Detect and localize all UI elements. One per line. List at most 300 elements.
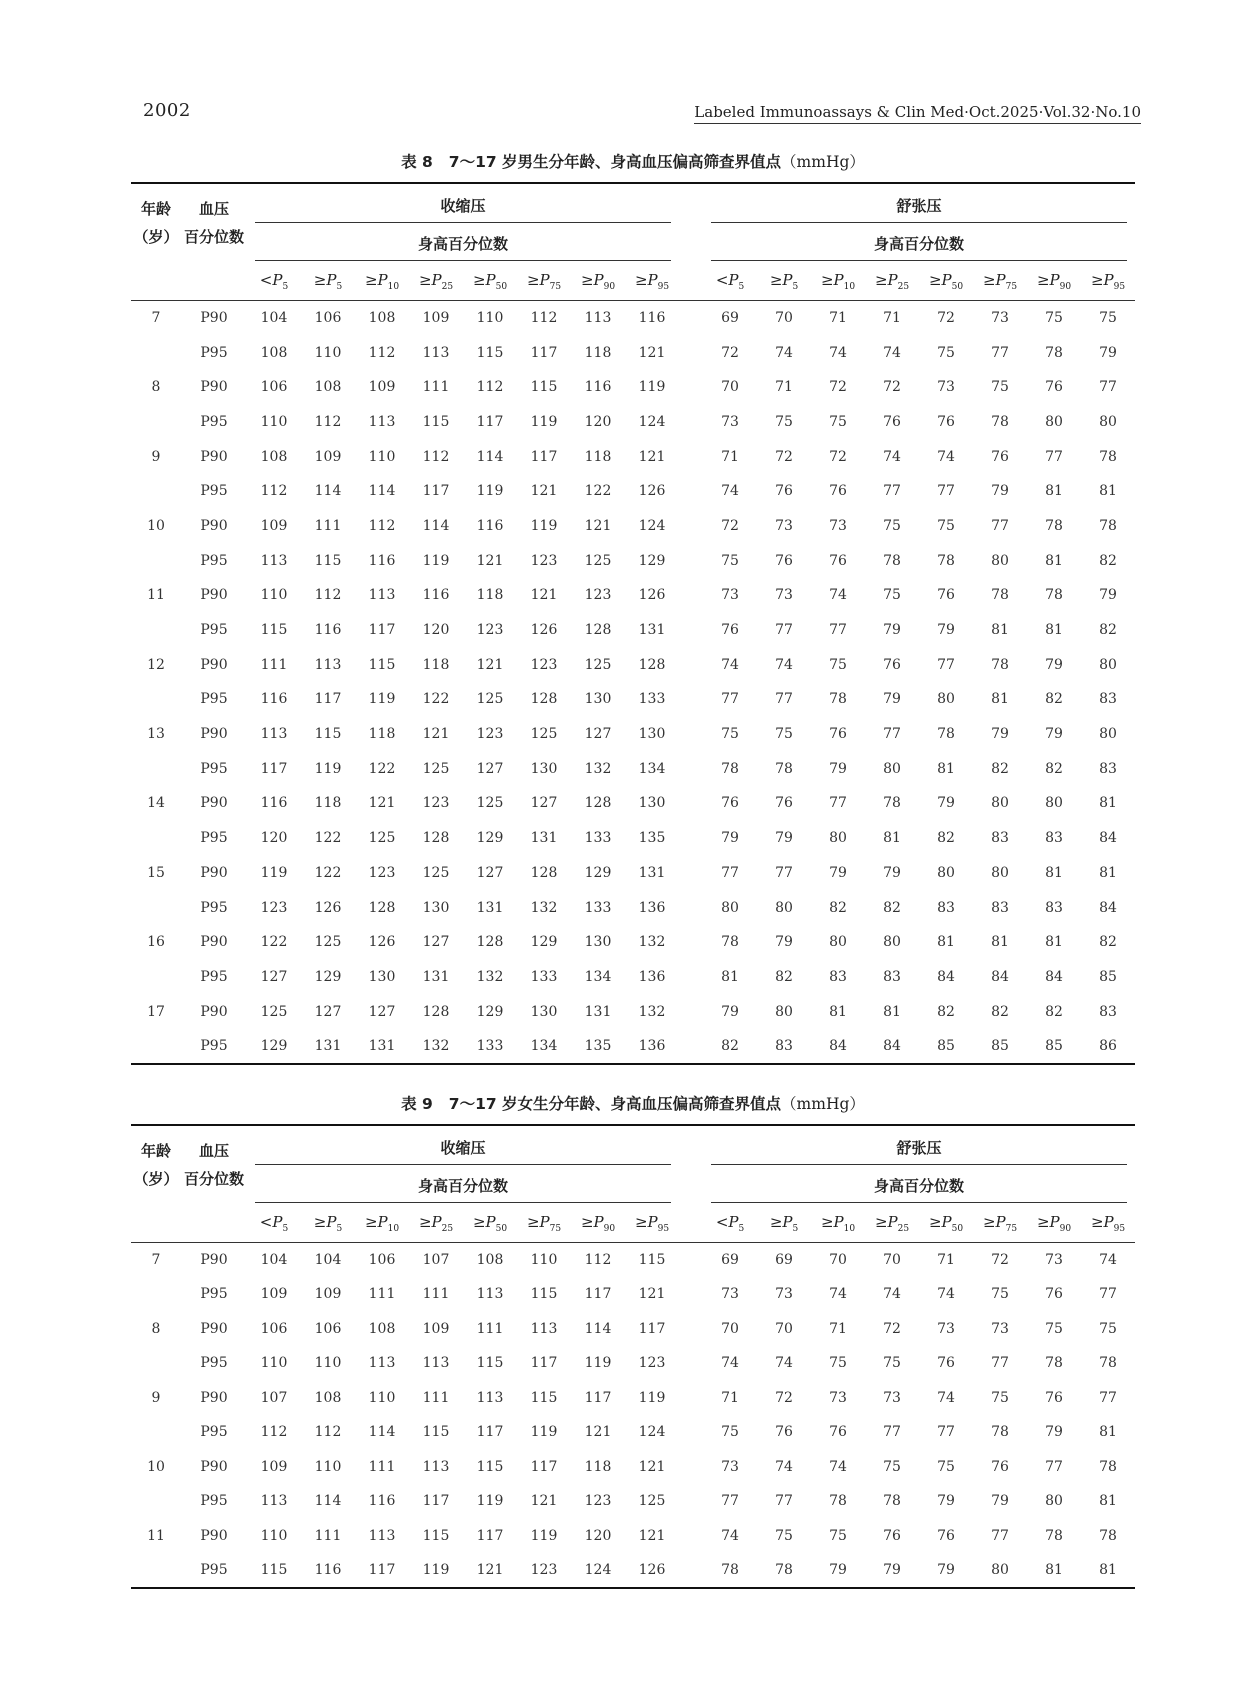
diastolic-value-cell: 75	[775, 413, 793, 430]
bp-header-line1: 血压	[198, 200, 229, 218]
age-cell: 16	[147, 934, 165, 951]
diastolic-value-cell: 71	[829, 310, 847, 327]
systolic-value-cell: 127	[530, 795, 558, 812]
gap-cell	[679, 1381, 703, 1416]
diastolic-value-cell: 83	[829, 968, 847, 985]
table-row	[131, 994, 1135, 1029]
diastolic-value-cell: 83	[1045, 830, 1063, 847]
diastolic-value-cell: 73	[721, 1458, 739, 1475]
diastolic-value-cell: 81	[1045, 864, 1063, 881]
diastolic-value-cell: 80	[883, 934, 901, 951]
systolic-value-cell: 117	[422, 1493, 450, 1510]
systolic-value-cell: 121	[476, 656, 504, 673]
systolic-value-cell: 113	[476, 1286, 504, 1303]
systolic-value-cell: 126	[368, 934, 396, 951]
systolic-value-cell: 125	[584, 552, 612, 569]
systolic-value-cell: 113	[368, 413, 396, 430]
systolic-value-cell: 132	[638, 1003, 666, 1020]
systolic-value-cell: 136	[625, 1029, 679, 1064]
age-cell	[131, 682, 181, 717]
diastolic-value-cell: 76	[883, 656, 901, 673]
diastolic-height-col-header: $\ge P_{95}$	[1081, 1204, 1135, 1243]
diastolic-value-cell: 70	[883, 1252, 901, 1268]
systolic-value-cell: 133	[584, 899, 612, 916]
diastolic-value-cell: 72	[775, 1389, 793, 1406]
systolic-value-cell: 134	[638, 760, 666, 777]
systolic-value-cell: 124	[638, 517, 666, 534]
systolic-value-cell: 117	[584, 1389, 612, 1406]
diastolic-value-cell: 76	[1045, 1286, 1063, 1303]
bp-percentile-cell: P90	[200, 864, 228, 881]
systolic-value-cell: 135	[571, 1029, 625, 1064]
diastolic-value-cell: 82	[829, 899, 847, 916]
diastolic-value-cell: 74	[883, 344, 901, 361]
diastolic-value-cell: 83	[991, 830, 1009, 847]
diastolic-value-cell: 74	[775, 344, 793, 361]
table-row	[131, 370, 1135, 405]
bp-percentile-cell: P95	[200, 899, 228, 916]
systolic-header	[247, 183, 679, 224]
systolic-value-cell: 110	[260, 587, 288, 604]
diastolic-height-percentile-header	[703, 224, 1135, 262]
diastolic-value-cell: 79	[1045, 1424, 1063, 1441]
bp-percentile-cell: P90	[200, 1320, 228, 1337]
systolic-value-cell: 120	[584, 413, 612, 430]
diastolic-value-cell: 75	[1045, 310, 1063, 327]
gap-cell	[679, 509, 703, 544]
age-cell	[131, 821, 181, 856]
systolic-value-cell: 119	[314, 760, 342, 777]
height-percentile-label: 身高百分位数	[711, 225, 1127, 261]
systolic-value-cell: 125	[476, 691, 504, 708]
diastolic-value-cell: 73	[991, 1320, 1009, 1337]
systolic-value-cell: 122	[584, 483, 612, 500]
gap-cell	[679, 647, 703, 682]
systolic-value-cell: 111	[422, 1286, 450, 1303]
diastolic-value-cell: 80	[1045, 413, 1063, 430]
diastolic-value-cell: 77	[1045, 448, 1063, 465]
systolic-value-cell: 121	[530, 587, 558, 604]
table-row	[131, 717, 1135, 752]
diastolic-value-cell: 78	[991, 413, 1009, 430]
systolic-value-cell: 114	[368, 483, 396, 500]
diastolic-value-cell: 74	[775, 1355, 793, 1372]
systolic-value-cell: 111	[422, 1389, 450, 1406]
diastolic-value-cell: 83	[757, 1029, 811, 1064]
diastolic-value-cell: 70	[721, 379, 739, 396]
systolic-value-cell: 115	[422, 1424, 450, 1441]
diastolic-value-cell: 78	[991, 656, 1009, 673]
systolic-value-cell: 120	[584, 1527, 612, 1544]
diastolic-value-cell: 82	[937, 830, 955, 847]
gap-cell	[679, 1346, 703, 1381]
systolic-value-cell: 115	[368, 656, 396, 673]
diastolic-value-cell: 77	[1099, 1286, 1117, 1303]
diastolic-height-col-header: $\ge P_5$	[757, 1204, 811, 1243]
diastolic-value-cell: 76	[775, 1424, 793, 1441]
systolic-value-cell: 112	[476, 379, 504, 396]
diastolic-value-cell: 72	[991, 1252, 1009, 1268]
diastolic-value-cell: 76	[775, 552, 793, 569]
gap-cell	[679, 1484, 703, 1519]
systolic-value-cell: 131	[584, 1003, 612, 1020]
systolic-height-col-header: $\ge P_{25}$	[409, 1204, 463, 1243]
diastolic-value-cell: 82	[1099, 552, 1117, 569]
systolic-value-cell: 115	[247, 1553, 301, 1588]
diastolic-value-cell: 78	[721, 760, 739, 777]
systolic-value-cell: 113	[476, 1389, 504, 1406]
systolic-value-cell: 136	[638, 968, 666, 985]
systolic-value-cell: 112	[260, 483, 288, 500]
diastolic-value-cell: 79	[937, 622, 955, 639]
systolic-value-cell: 129	[638, 552, 666, 569]
systolic-value-cell: 118	[314, 795, 342, 812]
table-9	[131, 1124, 1135, 1589]
diastolic-value-cell: 69	[721, 310, 739, 327]
systolic-value-cell: 119	[584, 1355, 612, 1372]
diastolic-value-cell: 77	[1099, 379, 1117, 396]
systolic-value-cell: 125	[368, 830, 396, 847]
systolic-value-cell: 106	[260, 1320, 288, 1337]
systolic-value-cell: 118	[422, 656, 450, 673]
diastolic-value-cell: 84	[865, 1029, 919, 1064]
diastolic-value-cell: 82	[703, 1029, 757, 1064]
table-9-caption-unit: （mmHg）	[781, 1095, 865, 1113]
table-8-caption-label: 表 8	[401, 153, 433, 171]
systolic-value-cell: 121	[422, 726, 450, 743]
gap-cell	[679, 890, 703, 925]
systolic-value-cell: 119	[530, 1424, 558, 1441]
diastolic-value-cell: 77	[991, 1355, 1009, 1372]
diastolic-value-cell: 70	[721, 1320, 739, 1337]
systolic-value-cell: 119	[638, 1389, 666, 1406]
systolic-value-cell: 131	[476, 899, 504, 916]
diastolic-value-cell: 83	[1099, 1003, 1117, 1020]
diastolic-value-cell: 80	[883, 760, 901, 777]
diastolic-value-cell: 79	[991, 483, 1009, 500]
diastolic-value-cell: 73	[991, 310, 1009, 327]
diastolic-height-col-header: $<P_5$	[703, 262, 757, 301]
diastolic-value-cell: 78	[1099, 1458, 1117, 1475]
systolic-value-cell: 113	[368, 1527, 396, 1544]
systolic-value-cell: 109	[314, 448, 342, 465]
diastolic-value-cell: 76	[883, 1527, 901, 1544]
systolic-value-cell: 132	[409, 1029, 463, 1064]
systolic-value-cell: 120	[260, 830, 288, 847]
systolic-value-cell: 124	[571, 1553, 625, 1588]
systolic-value-cell: 123	[368, 864, 396, 881]
diastolic-value-cell: 74	[829, 1286, 847, 1303]
diastolic-value-cell: 78	[937, 552, 955, 569]
systolic-value-cell: 117	[638, 1320, 666, 1337]
systolic-value-cell: 121	[638, 448, 666, 465]
systolic-header-label: 收缩压	[255, 185, 671, 223]
diastolic-value-cell: 85	[1099, 968, 1117, 985]
systolic-value-cell: 136	[638, 899, 666, 916]
diastolic-value-cell: 71	[775, 379, 793, 396]
systolic-value-cell: 108	[314, 379, 342, 396]
diastolic-height-col-header: $\ge P_{25}$	[865, 1204, 919, 1243]
age-cell	[131, 1484, 181, 1519]
systolic-value-cell: 112	[314, 413, 342, 430]
systolic-value-cell: 117	[314, 691, 342, 708]
diastolic-value-cell: 83	[937, 899, 955, 916]
systolic-value-cell: 134	[517, 1029, 571, 1064]
systolic-value-cell: 121	[638, 344, 666, 361]
systolic-value-cell: 132	[476, 968, 504, 985]
systolic-value-cell: 121	[476, 552, 504, 569]
age-cell	[131, 1277, 181, 1312]
systolic-value-cell: 117	[422, 483, 450, 500]
diastolic-value-cell: 82	[1045, 1003, 1063, 1020]
systolic-value-cell: 123	[584, 587, 612, 604]
systolic-value-cell: 110	[260, 413, 288, 430]
bp-percentile-cell: P90	[200, 726, 228, 743]
systolic-value-cell: 117	[355, 1553, 409, 1588]
diastolic-value-cell: 75	[775, 726, 793, 743]
systolic-value-cell: 126	[638, 483, 666, 500]
diastolic-value-cell: 80	[1045, 795, 1063, 812]
age-cell	[131, 890, 181, 925]
systolic-height-col-header: $\ge P_5$	[301, 1204, 355, 1243]
bp-percentile-cell: P95	[200, 1424, 228, 1441]
systolic-value-cell: 116	[584, 379, 612, 396]
systolic-value-cell: 130	[638, 795, 666, 812]
diastolic-value-cell: 83	[1099, 691, 1117, 708]
diastolic-value-cell: 71	[721, 1389, 739, 1406]
gap-cell	[679, 960, 703, 995]
diastolic-value-cell: 81	[991, 691, 1009, 708]
systolic-value-cell: 120	[422, 622, 450, 639]
diastolic-value-cell: 75	[883, 517, 901, 534]
diastolic-value-cell: 80	[721, 899, 739, 916]
table-row	[131, 682, 1135, 717]
gap-cell	[679, 1277, 703, 1312]
table-9-caption-label: 表 9	[401, 1095, 433, 1113]
diastolic-value-cell: 79	[1045, 656, 1063, 673]
diastolic-value-cell: 76	[829, 1424, 847, 1441]
systolic-value-cell: 116	[260, 795, 288, 812]
systolic-value-cell: 123	[476, 622, 504, 639]
systolic-value-cell: 117	[476, 1527, 504, 1544]
diastolic-value-cell: 80	[937, 864, 955, 881]
bp-percentile-cell: P95	[200, 1493, 228, 1510]
diastolic-value-cell: 79	[1099, 587, 1117, 604]
systolic-value-cell: 117	[260, 760, 288, 777]
gap-cell	[679, 1312, 703, 1347]
diastolic-value-cell: 80	[775, 899, 793, 916]
table-9-caption-text: 7～17 岁女生分年龄、身高血压偏高筛查界值点	[448, 1095, 782, 1113]
systolic-value-cell: 117	[530, 448, 558, 465]
diastolic-value-cell: 78	[1045, 517, 1063, 534]
systolic-value-cell: 112	[368, 517, 396, 534]
table-row	[131, 1277, 1135, 1312]
table-row	[131, 1029, 1135, 1064]
gap-cell	[679, 1553, 703, 1588]
systolic-value-cell: 113	[584, 310, 612, 327]
diastolic-value-cell: 75	[991, 1389, 1009, 1406]
diastolic-value-cell: 80	[1099, 656, 1117, 673]
table-row	[131, 1450, 1135, 1485]
diastolic-value-cell: 85	[919, 1029, 973, 1064]
systolic-value-cell: 128	[422, 1003, 450, 1020]
systolic-value-cell: 109	[260, 1286, 288, 1303]
header-gap	[679, 262, 703, 301]
systolic-value-cell: 125	[422, 864, 450, 881]
systolic-value-cell: 109	[422, 310, 450, 327]
systolic-value-cell: 113	[422, 1458, 450, 1475]
systolic-height-col-header: $\ge P_{10}$	[355, 262, 409, 301]
age-cell	[131, 613, 181, 648]
systolic-value-cell: 123	[517, 1553, 571, 1588]
systolic-value-cell: 129	[584, 864, 612, 881]
bp-percentile-cell: P95	[200, 1355, 228, 1372]
systolic-value-cell: 123	[260, 899, 288, 916]
diastolic-value-cell: 79	[1099, 344, 1117, 361]
diastolic-value-cell: 83	[1045, 899, 1063, 916]
diastolic-value-cell: 78	[703, 1553, 757, 1588]
diastolic-value-cell: 82	[991, 760, 1009, 777]
age-header-line2: （岁）	[133, 1170, 179, 1188]
diastolic-value-cell: 77	[991, 1527, 1009, 1544]
systolic-value-cell: 115	[476, 344, 504, 361]
diastolic-value-cell: 76	[1045, 1389, 1063, 1406]
diastolic-value-cell: 81	[721, 968, 739, 985]
diastolic-value-cell: 78	[937, 726, 955, 743]
diastolic-value-cell: 77	[721, 691, 739, 708]
systolic-value-cell: 131	[355, 1029, 409, 1064]
systolic-value-cell: 106	[260, 379, 288, 396]
diastolic-value-cell: 73	[829, 1389, 847, 1406]
bp-percentile-cell: P95	[200, 483, 228, 500]
diastolic-value-cell: 78	[1099, 1527, 1117, 1544]
diastolic-value-cell: 79	[1045, 726, 1063, 743]
systolic-value-cell: 106	[314, 1320, 342, 1337]
age-cell	[131, 335, 181, 370]
table-row	[131, 613, 1135, 648]
systolic-value-cell: 129	[530, 934, 558, 951]
diastolic-value-cell: 81	[883, 830, 901, 847]
bp-percentile-cell: P90	[200, 934, 228, 951]
diastolic-height-col-header: $\ge P_5$	[757, 262, 811, 301]
systolic-value-cell: 126	[625, 1553, 679, 1588]
bp-percentile-cell: P95	[181, 1553, 247, 1588]
systolic-value-cell: 112	[584, 1252, 612, 1268]
diastolic-value-cell: 74	[937, 448, 955, 465]
table-row	[131, 543, 1135, 578]
systolic-value-cell: 123	[530, 656, 558, 673]
age-cell	[131, 543, 181, 578]
systolic-value-cell: 115	[314, 552, 342, 569]
systolic-height-col-header: $\ge P_{25}$	[409, 262, 463, 301]
systolic-value-cell: 109	[368, 379, 396, 396]
systolic-value-cell: 115	[530, 1286, 558, 1303]
header-gap	[679, 1204, 703, 1243]
diastolic-value-cell: 73	[775, 587, 793, 604]
bp-percentile-column-header	[181, 1125, 247, 1204]
diastolic-value-cell: 75	[1099, 310, 1117, 327]
systolic-value-cell: 108	[476, 1252, 504, 1268]
diastolic-value-cell: 77	[991, 517, 1009, 534]
bp-header-line1: 血压	[198, 1142, 229, 1160]
diastolic-value-cell: 80	[991, 864, 1009, 881]
systolic-value-cell: 117	[530, 1355, 558, 1372]
diastolic-value-cell: 72	[937, 310, 955, 327]
age-cell	[131, 1346, 181, 1381]
bp-percentile-cell: P90	[200, 448, 228, 465]
systolic-value-cell: 108	[314, 1389, 342, 1406]
diastolic-value-cell: 71	[721, 448, 739, 465]
diastolic-value-cell: 78	[883, 552, 901, 569]
systolic-value-cell: 131	[638, 864, 666, 881]
table-row	[131, 578, 1135, 613]
systolic-height-col-header: $<P_5$	[247, 262, 301, 301]
systolic-value-cell: 119	[422, 552, 450, 569]
systolic-value-cell: 114	[584, 1320, 612, 1337]
systolic-value-cell: 128	[584, 795, 612, 812]
systolic-height-col-header: $\ge P_{50}$	[463, 262, 517, 301]
diastolic-value-cell: 78	[1099, 448, 1117, 465]
diastolic-value-cell: 76	[721, 622, 739, 639]
diastolic-value-cell: 71	[937, 1252, 955, 1268]
systolic-value-cell: 124	[638, 413, 666, 430]
diastolic-value-cell: 85	[973, 1029, 1027, 1064]
systolic-value-cell: 121	[530, 483, 558, 500]
diastolic-value-cell: 76	[775, 483, 793, 500]
header-gap	[679, 224, 703, 262]
systolic-value-cell: 110	[260, 1355, 288, 1372]
table-row	[131, 751, 1135, 786]
diastolic-value-cell: 75	[1045, 1320, 1063, 1337]
gap-cell	[679, 786, 703, 821]
diastolic-value-cell: 73	[775, 1286, 793, 1303]
systolic-value-cell: 127	[476, 864, 504, 881]
diastolic-value-cell: 77	[775, 864, 793, 881]
diastolic-value-cell: 79	[991, 726, 1009, 743]
gap-cell	[679, 821, 703, 856]
table-row	[131, 1415, 1135, 1450]
height-percentile-label: 身高百分位数	[255, 1167, 671, 1203]
bp-percentile-cell: P90	[200, 1527, 228, 1544]
diastolic-value-cell: 73	[883, 1389, 901, 1406]
age-cell	[131, 1415, 181, 1450]
bp-percentile-cell: P90	[200, 1003, 228, 1020]
diastolic-value-cell: 76	[937, 1355, 955, 1372]
diastolic-value-cell: 73	[1045, 1252, 1063, 1268]
systolic-value-cell: 113	[422, 1355, 450, 1372]
table-row	[131, 960, 1135, 995]
age-cell: 9	[151, 448, 161, 465]
gap-cell	[679, 439, 703, 474]
diastolic-value-cell: 74	[721, 1527, 739, 1544]
age-cell: 14	[147, 795, 165, 812]
diastolic-value-cell: 81	[937, 934, 955, 951]
bp-percentile-cell: P95	[200, 760, 228, 777]
diastolic-value-cell: 78	[1045, 344, 1063, 361]
diastolic-value-cell: 77	[883, 1424, 901, 1441]
diastolic-header	[703, 1125, 1135, 1166]
systolic-value-cell: 121	[638, 1527, 666, 1544]
systolic-value-cell: 128	[584, 622, 612, 639]
bp-percentile-cell: P90	[200, 517, 228, 534]
diastolic-value-cell: 76	[991, 1458, 1009, 1475]
age-cell: 10	[147, 1458, 165, 1475]
diastolic-value-cell: 72	[883, 1320, 901, 1337]
systolic-value-cell: 117	[476, 413, 504, 430]
bp-percentile-cell: P95	[200, 968, 228, 985]
systolic-value-cell: 127	[476, 760, 504, 777]
table-row	[131, 1346, 1135, 1381]
